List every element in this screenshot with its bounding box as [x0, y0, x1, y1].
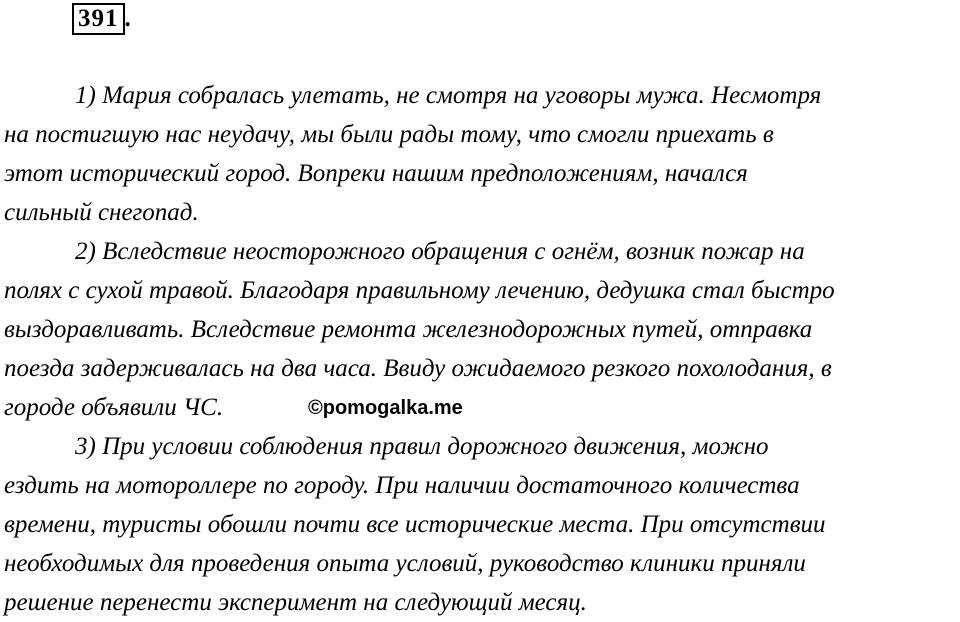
- exercise-number-dot: .: [124, 5, 131, 32]
- paragraph-3-line-2: ездить на мотороллере по городу. При наличии достаточного количества: [4, 472, 800, 499]
- paragraph-2-line-2: полях с сухой травой. Благодаря правильному лечению, дедушка стал быстро: [4, 277, 835, 304]
- paragraph-2-line-4: поезда задерживалась на два часа. Ввиду ожидаемого резкого похолодания, в: [4, 355, 832, 382]
- paragraph-2-line-5: городе объявили ЧС.: [4, 394, 224, 421]
- paragraph-1-line-1: 1) Мария собралась улетать, не смотря на уговоры мужа. Несмотря: [75, 82, 822, 109]
- exercise-text: [4, 76, 944, 622]
- paragraph-3-line-5: решение перенести эксперимент на следующий месяц.: [4, 589, 587, 616]
- paragraph-3-line-4: необходимых для проведения опыта условий, руководство клиники приняли: [4, 550, 806, 577]
- paragraph-3-line-3: времени, туристы обошли почти все исторические места. При отсутствии: [4, 511, 826, 538]
- paragraph-1-line-3: этот исторический город. Вопреки нашим предположениям, начался: [4, 160, 748, 187]
- paragraph-2-line-3: выздоравливать. Вследствие ремонта железнодорожных путей, отправка: [4, 316, 813, 343]
- watermark-text: ©pomogalka.me: [308, 397, 463, 419]
- paragraph-2-line-1: 2) Вследствие неосторожного обращения с огнём, возник пожар на: [75, 238, 805, 265]
- paragraph-1-line-2: на постигшую нас неудачу, мы были рады тому, что смогли приехать в: [4, 121, 774, 148]
- exercise-number: [72, 4, 131, 34]
- paragraph-1-line-4: сильный снегопад.: [4, 199, 199, 226]
- paragraph-3-line-1: 3) При условии соблюдения правил дорожного движения, можно: [75, 433, 769, 460]
- exercise-number-box: 391: [72, 3, 125, 35]
